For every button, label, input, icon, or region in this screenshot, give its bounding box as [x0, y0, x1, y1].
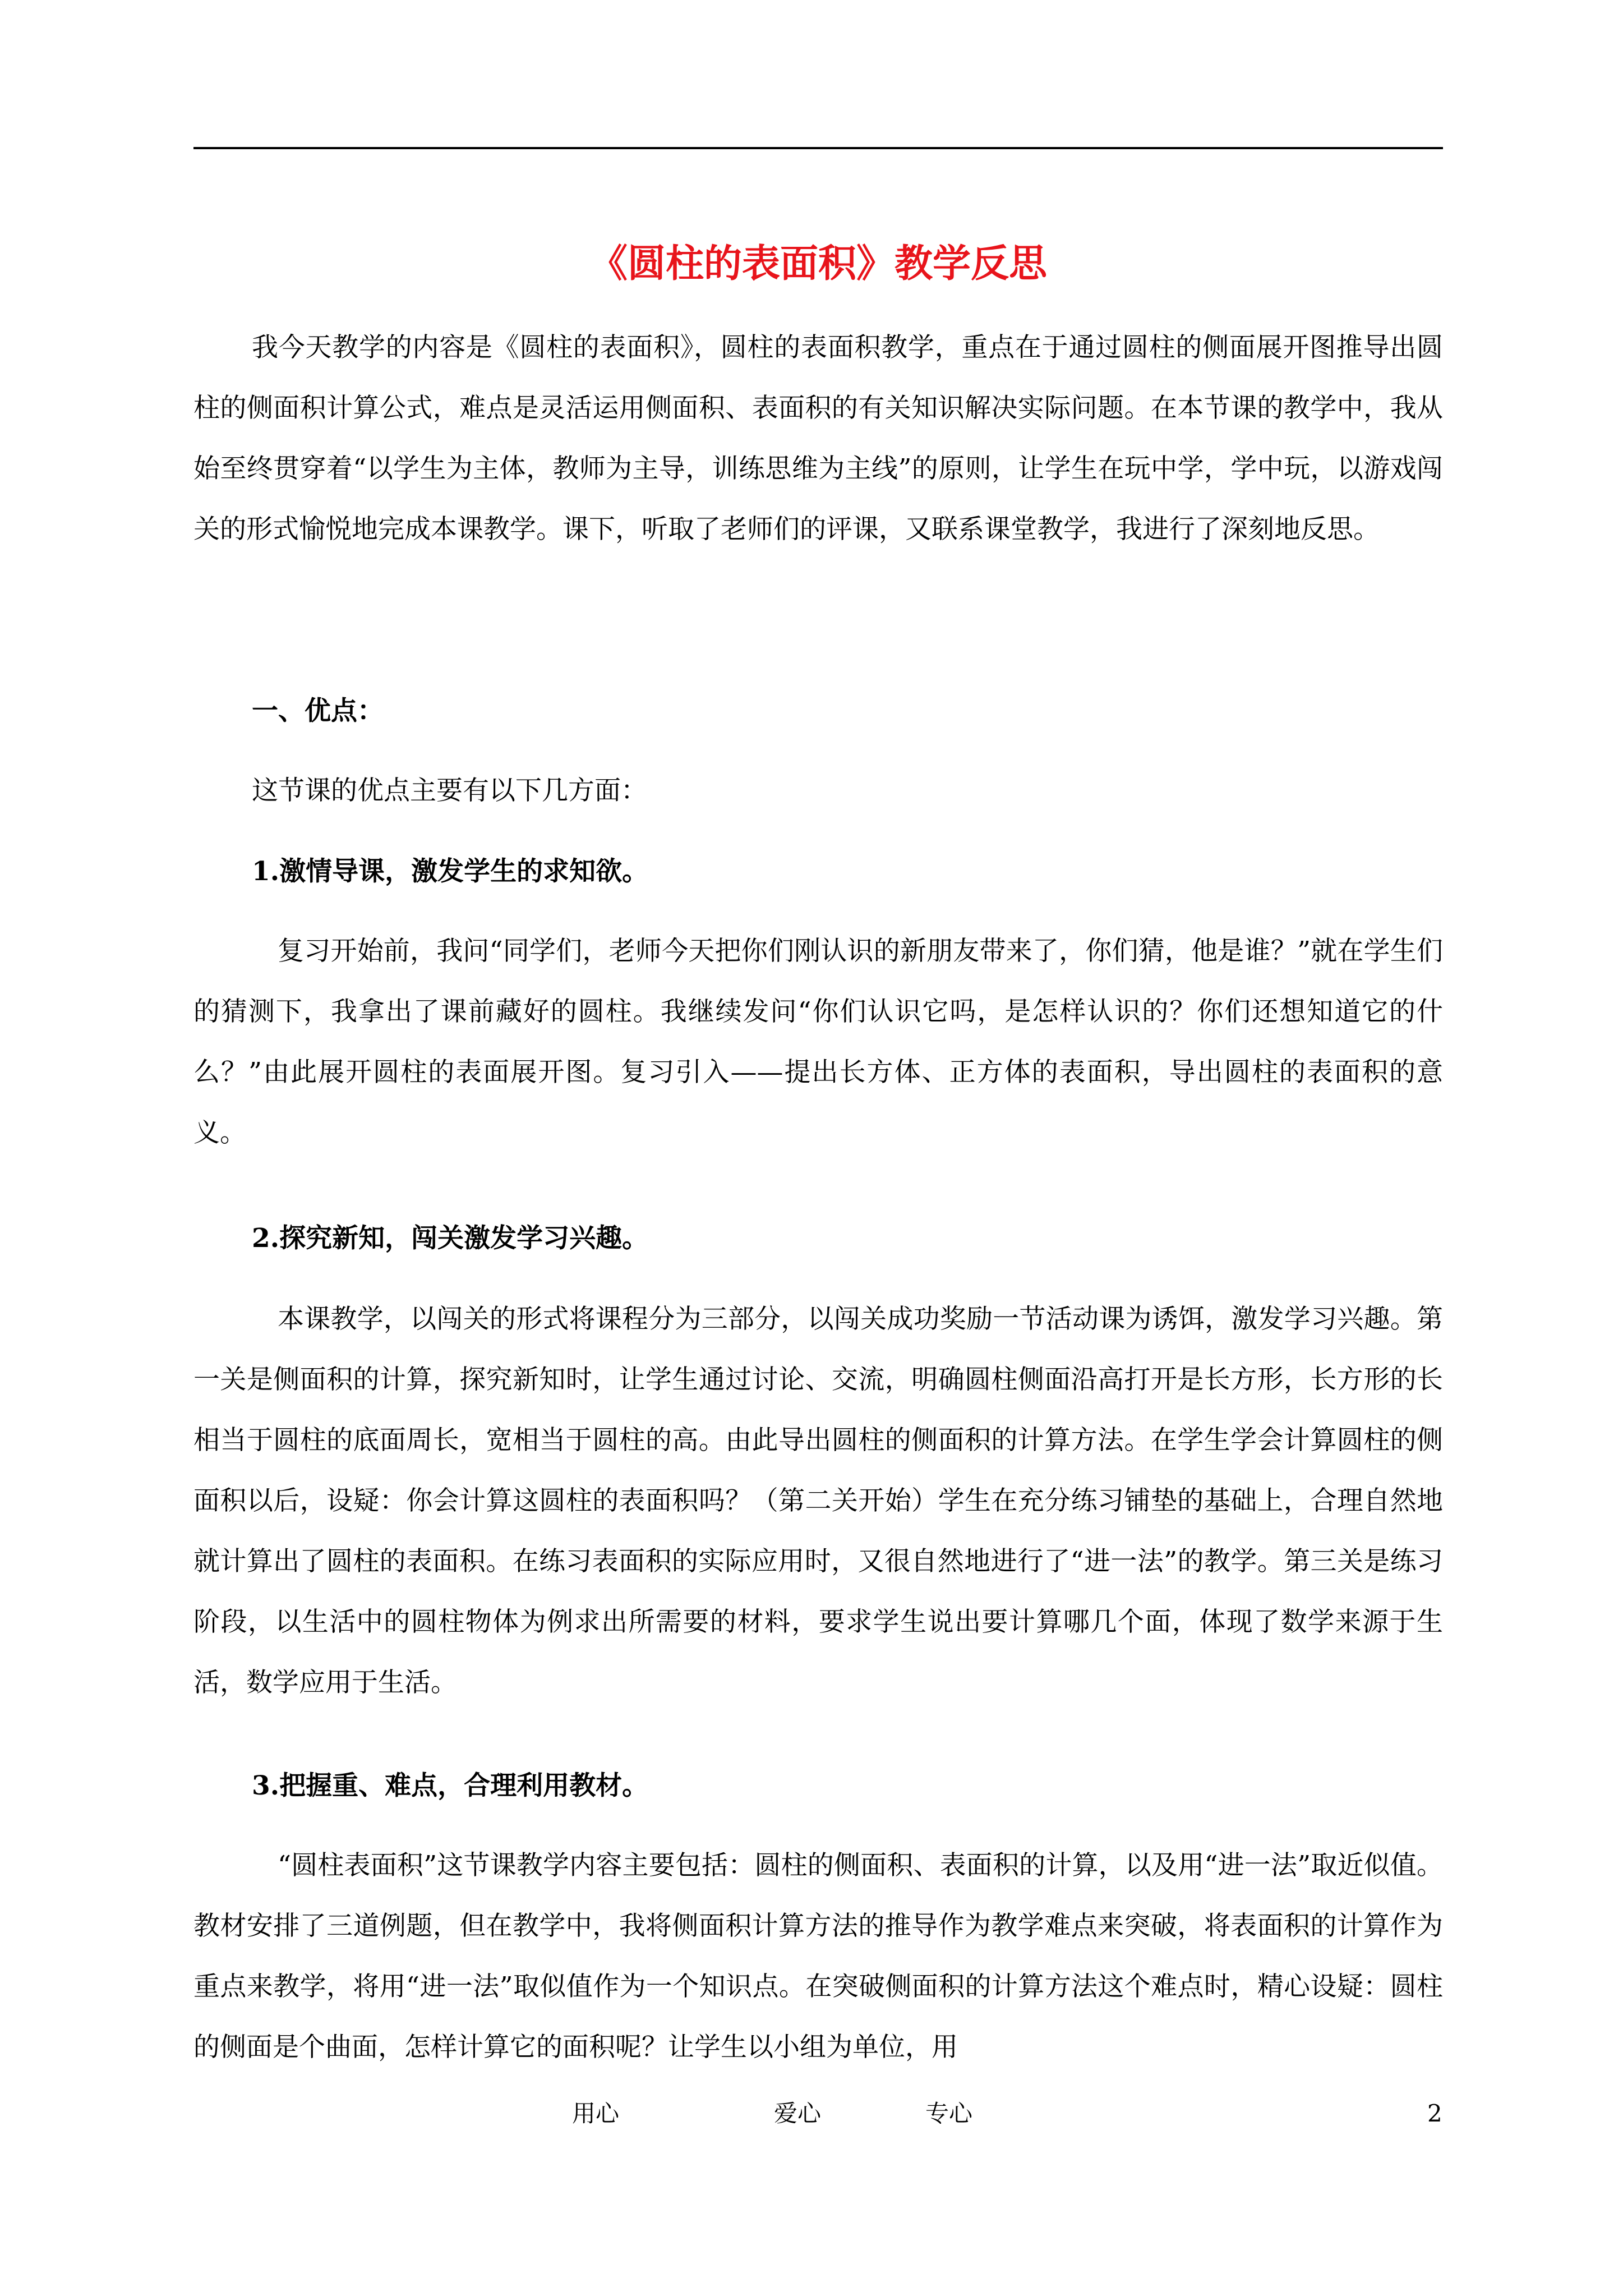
point-2-body: 本课教学，以闯关的形式将课程分为三部分，以闯关成功奖励一节活动课为诱饵，激发学习兴趣。第一关是侧面积的计算，探究新知时，让学生通过讨论、交流，明确圆柱侧面沿高打开是长方形，长方形的长相当于圆柱的底面周长，宽相当于圆柱的高。由此导出圆柱的侧面积的计算方法。在学生学会计算圆柱的侧面积以后，设疑：你会计算这圆柱的表面积吗？（第二关开始）学生在充分练习铺垫的基础上，合理自然地就计算出了圆柱的表面积。在练习表面积的实际应用时，又很自然地进行了“进一法”的教学。第三关是练习阶段，以生活中的圆柱物体为例求出所需要的材料，要求学生说出要计算哪几个面，体现了数学来源于生活，数学应用于生活。: [193, 1304, 1443, 1698]
intro-paragraph: 我今天教学的内容是《圆柱的表面积》，圆柱的表面积教学，重点在于通过圆柱的侧面展开图推导出圆柱的侧面积计算公式，难点是灵活运用侧面积、表面积的有关知识解决实际问题。在本节课的教学中，我从始至终贯穿着“以学生为主体，教师为主导，训练思维为主线”的原则，让学生在玩中学，学中玩，以游戏闯关的形式愉悦地完成本课教学。课下，听取了老师们的评课，又联系课堂教学，我进行了深刻地反思。: [193, 332, 1443, 545]
point-3-heading: 3.把握重、难点，合理利用教材。: [252, 1770, 649, 1801]
point-3-body: “圆柱表面积”这节课教学内容主要包括：圆柱的侧面积、表面积的计算，以及用“进一法”取近似值。教材安排了三道例题，但在教学中，我将侧面积计算方法的推导作为教学难点来突破，将表面积的计算作为重点来教学，将用“进一法”取似值作为一个知识点。在突破侧面积的计算方法这个难点时，精心设疑：圆柱的侧面是个曲面，怎样计算它的面积呢？让学生以小组为单位，用: [193, 1850, 1443, 2063]
point-1-heading: 1.激情导课，激发学生的求知欲。: [252, 856, 649, 887]
point-2-heading: 2.探究新知，闯关激发学习兴趣。: [252, 1223, 649, 1254]
section-heading-advantages: 一、优点：: [252, 696, 384, 726]
advantages-lead: 这节课的优点主要有以下几方面：: [252, 775, 647, 806]
header-rule: [193, 147, 1443, 149]
document-title: 《圆柱的表面积》教学反思: [589, 241, 1047, 286]
page-number: 2: [1427, 2100, 1442, 2127]
point-1-body: 复习开始前，我问“同学们，老师今天把你们刚认识的新朋友带来了，你们猜，他是谁？”就在学生们的猜测下，我拿出了课前藏好的圆柱。我继续发问“你们认识它吗，是怎样认识的？你们还想知道它的什么？”由此展开圆柱的表面展开图。复习引入——提出长方体、正方体的表面积，导出圆柱的表面积的意义。: [193, 936, 1443, 1148]
footer-motto-3: 专心: [925, 2100, 973, 2127]
footer-motto-2: 爱心: [774, 2100, 822, 2127]
footer-motto-1: 用心: [572, 2100, 620, 2127]
